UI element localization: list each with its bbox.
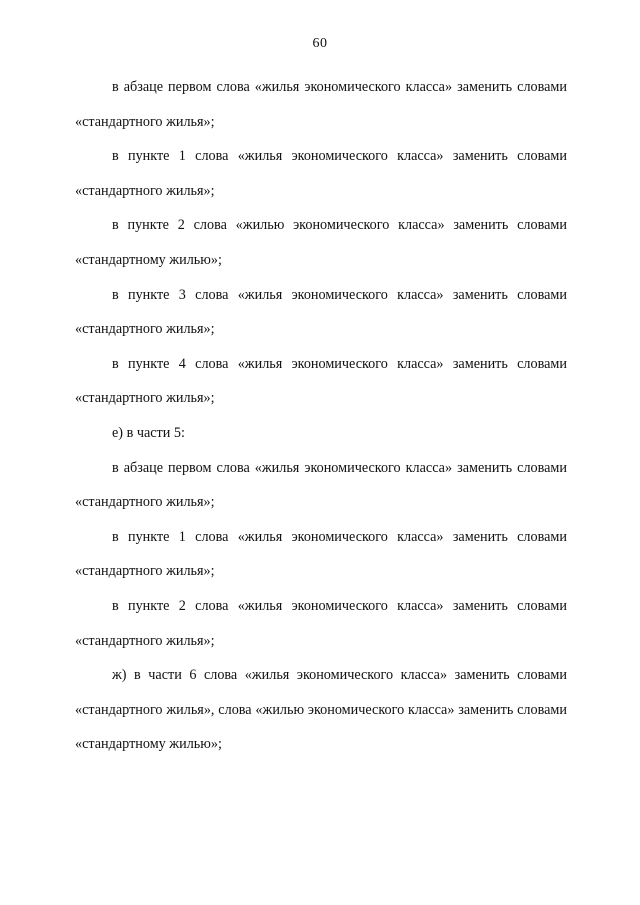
paragraph-4: в пункте 3 слова «жилья экономического класса» заменить словами «стандартного жилья»; — [75, 286, 567, 338]
paragraph-6: е) в части 5: — [112, 424, 185, 441]
paragraph-8: в пункте 1 слова «жилья экономического класса» заменить словами «стандартного жилья»; — [75, 528, 567, 580]
paragraph-7: в абзаце первом слова «жилья экономического класса» заменить словами «стандартного жилья»; — [75, 459, 567, 511]
paragraph-1: в абзаце первом слова «жилья экономического класса» заменить словами «стандартного жилья»; — [75, 79, 567, 130]
paragraph-3: в пункте 2 слова «жилью экономического класса» заменить словами «стандартному жилью»; — [75, 217, 567, 268]
paragraph-2: в пункте 1 слова «жилья экономического класса» заменить словами «стандартного жилья»; — [75, 148, 567, 199]
paragraph-5: в пункте 4 слова «жилья экономического класса» заменить словами «стандартного жилья»; — [75, 355, 567, 407]
document-body — [75, 70, 567, 762]
page-number: 60 — [312, 36, 328, 51]
paragraph-9: в пункте 2 слова «жилья экономического класса» заменить словами «стандартного жилья»; — [75, 597, 567, 649]
paragraph-10: ж) в части 6 слова «жилья экономического класса» заменить словами «стандартного жилья», слова «жилью экономического класса» заменить словами «стандартному жилью»; — [75, 667, 567, 753]
